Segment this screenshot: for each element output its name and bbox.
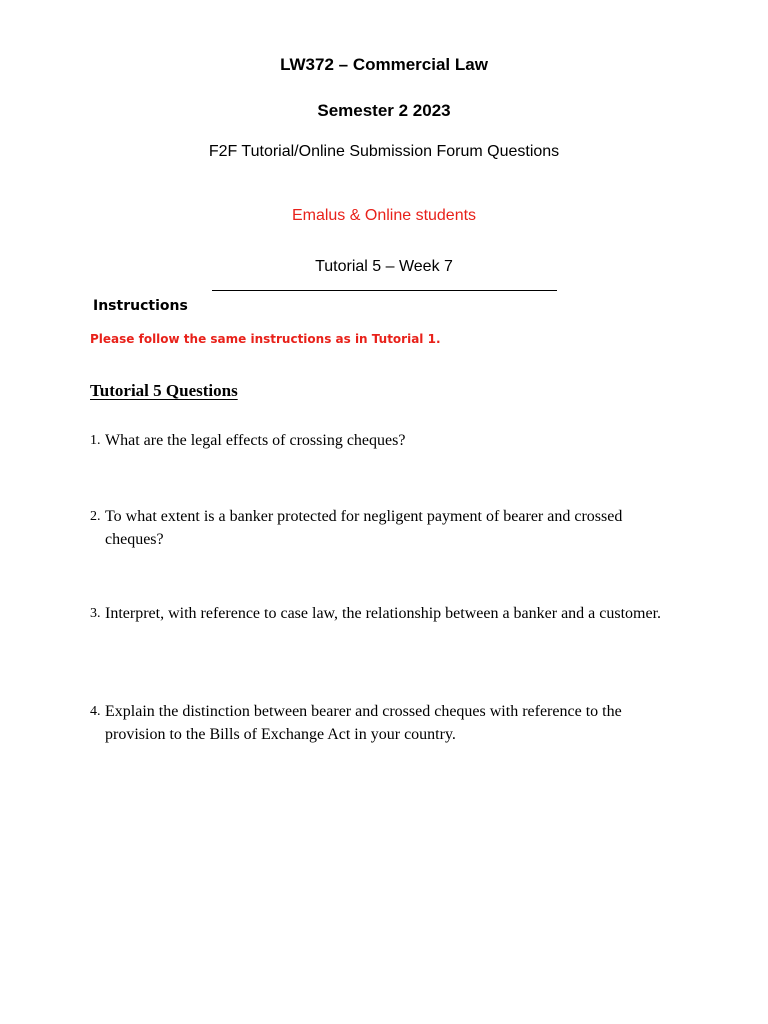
question-text: To what extent is a banker protected for negligent payment of bearer and crossed cheques? bbox=[105, 508, 623, 548]
question-number: 2. bbox=[90, 509, 101, 524]
question-text: What are the legal effects of crossing cheques? bbox=[105, 432, 406, 449]
question-item bbox=[90, 505, 670, 551]
question-item bbox=[90, 602, 670, 625]
question-item bbox=[90, 700, 670, 746]
instructions-heading: Instructions bbox=[93, 298, 188, 314]
question-number: 4. bbox=[90, 704, 101, 719]
question-item bbox=[90, 429, 670, 452]
horizontal-rule bbox=[212, 290, 557, 291]
instructions-text: Please follow the same instructions as in Tutorial 1. bbox=[90, 332, 441, 346]
document-subtitle: F2F Tutorial/Online Submission Forum Questions bbox=[208, 143, 560, 160]
questions-heading: Tutorial 5 Questions bbox=[90, 381, 238, 400]
tutorial-week-heading: Tutorial 5 – Week 7 bbox=[315, 258, 453, 275]
question-text: Explain the distinction between bearer and crossed cheques with reference to the provision to the Bills of Exchange Act in your country. bbox=[105, 703, 622, 743]
semester-heading: Semester 2 2023 bbox=[317, 101, 451, 120]
audience-note: Emalus & Online students bbox=[291, 207, 477, 224]
question-number: 3. bbox=[90, 606, 101, 621]
course-title: LW372 – Commercial Law bbox=[280, 55, 488, 74]
question-number: 1. bbox=[90, 433, 101, 448]
question-text: Interpret, with reference to case law, the relationship between a banker and a customer. bbox=[105, 605, 662, 622]
